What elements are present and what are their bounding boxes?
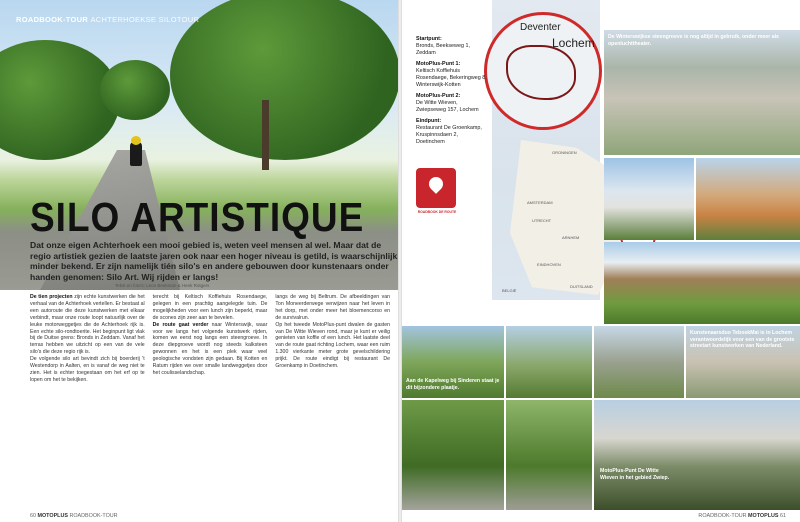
photo-caption: Aan de Kapelweg bij Sinderen staat je dit bijzondere plaatje. [406,378,500,391]
road-photo [506,326,592,398]
map-label: UTRECHT [532,218,552,223]
paragraph-lead: De tien projecten [30,294,73,300]
body-column-1 [30,294,145,384]
page-number: 61 [780,513,786,519]
silo-photo [604,158,694,240]
map-label: ARNHEM [562,235,580,240]
paragraph: naar Winterswijk, waar voor we langs het volgende kunstwerk rijden, komen we eerst nog langs een steengroeve. In deze diepgroeve wordt nog steeds kalksteen gewonnen en het is een plek waar veel geologische vondsten zijn gedaan. Bij Kotten en Ratum rijden we over smalle landweggetjes door het coulisselandschap. [152,321,268,376]
folio-left [30,513,118,519]
page-number: 60 [30,513,36,519]
photo-caption: De Winterswijkse steengroeve is nog altijd in gebruik, onder meer als openluchttheater. [608,34,779,47]
info-heading: Eindpunt: [416,118,442,124]
paragraph: langs de weg bij Beltrum. De afbeeldingen van Ton Moneerderwege verwijzen naar het leven in het dorp, met onder meer het bloemencorso en de survivalrun. [275,294,391,321]
folio-label: ROADBOOK-TOUR [698,513,747,519]
credit-line: Tekst en foto's: Leon Beekman & Henk Rotgers [115,283,210,288]
info-heading: MotoPlus-Punt 2: [416,93,461,99]
route-info [416,36,488,146]
info-heading: MotoPlus-Punt 1: [416,61,461,67]
mural-photo [594,326,684,398]
forest-road-photo [402,400,504,510]
map-label: DUITSLAND [570,284,593,289]
brand-name: MOTOPLUS [37,513,68,519]
page-title: SILO ARTISTIQUE [30,194,365,240]
map-label: AMSTERDAM [527,200,553,205]
photo-caption: MotoPlus-Punt De Witte Wieven in het gebied Zwiep. [600,468,670,481]
intro-text: Dat onze eigen Achterhoek een mooi gebied is, weten veel mensen al wel. Maar dat de regio artistiek gezien de laatste jaren ook naar een hoger niveau is getild, is waarschijnlijk minder bekend. Er zijn namelijk tién silo's en andere gebouwen door kunstenaars onder handen genomen: Silo Art. Wij rijden er langs! [30,240,398,282]
body-column-3 [275,294,390,384]
paragraph: Op het tweede MotoPlus-punt dwalen de gasten van De Witte Wieven rond, maar je kunt er veilig genieten van koffie of een lunch. Het laatste deel van de route gaat richting Lochem, waar een ruim 1.300 vierkante meter grote gevelschildering prijkt. De route eindigt bij restaurant De Groenkamp in Doetinchem. [275,321,391,370]
map-city-deventer: Deventer [520,22,561,33]
paragraph: De volgende silo art bevindt zich bij boerderij 't Westendorp in Aalten, en is vanaf de weg niet te zien. Het is echter toegestaan om het erf op te lopen om het te bekijken. [30,356,145,383]
map-label: BELGIË [502,288,517,293]
map-label: EINDHOVEN [537,262,561,267]
quarry-photo [604,30,800,155]
info-text: Bronds, Beekseweg 1, Zeddam [416,43,470,56]
info-heading: Startpunt: [416,36,442,42]
section-tag [16,15,199,24]
motorcycle-photo [594,400,800,510]
brand-name: MOTOPLUS [748,513,779,519]
body-columns [30,294,390,384]
info-text: Keltisch Koffiehuis Rosendaege, Bekeringweg 8, Winterswijk-Kotten [416,68,487,88]
witte-wieven-building-photo [604,242,800,324]
paragraph-lead: De route gaat verder [152,321,209,328]
sinderen-photo [402,326,504,398]
info-text: De Witte Wieven, Zwiepseweg 157, Lochem [416,100,479,113]
roadbook-pin-icon [416,168,456,208]
section-label: ROADBOOK-TOUR [16,15,89,24]
paragraph: zijn echte kunstwerken die het verhaal van de Achterhoek vertellen. Er bestaat al een autoroute die deze kunstwerken met elkaar verbindt, maar onze route loopt natuurlijk over de leuke motorweggetjes die de Achterhoek rijk is. Een echte silo-rondtoerite. Het beginpunt ligt vlak bij de Duitse grens: Bronds in Zeddam. Vanaf het terras hebben we uitzicht op een van de vele silo's die deze regio rijk is. [30,294,145,356]
section-sub-label: ACHTERHOEKSE SILOTOUR [90,15,200,24]
building-photo [696,158,800,240]
tree-lane-photo [506,400,592,510]
motorcycle-rider [130,142,142,166]
photo-caption: Kunstenaarsduo TeboskMai is in Lochem verantwoordelijk voor een van de grootste streetart kunstwerken van Nederland. [690,330,795,349]
paragraph: terecht bij Keltisch Koffiehuis Rosendaege, gelegen in een prachtig aangelegde tuin. De mogelijkheden voor een lunch zijn beperkt, maar de scones zijn zeer aan te bevelen. [152,294,268,321]
map-city-lochem: Lochem [552,36,595,50]
folio-label: ROADBOOK-TOUR [69,513,118,519]
map-label: GRONINGEN [552,150,577,155]
roadbook-badge-label: ROADBOOK DE ROUTE [417,210,457,214]
info-text: Restaurant De Groenkamp, Kruspinnsdaen 2, Doetinchem [416,125,482,145]
right-page [402,0,800,522]
left-page [0,0,398,522]
streetart-photo [686,326,800,398]
body-column-2 [153,294,268,384]
folio-right [698,513,786,519]
